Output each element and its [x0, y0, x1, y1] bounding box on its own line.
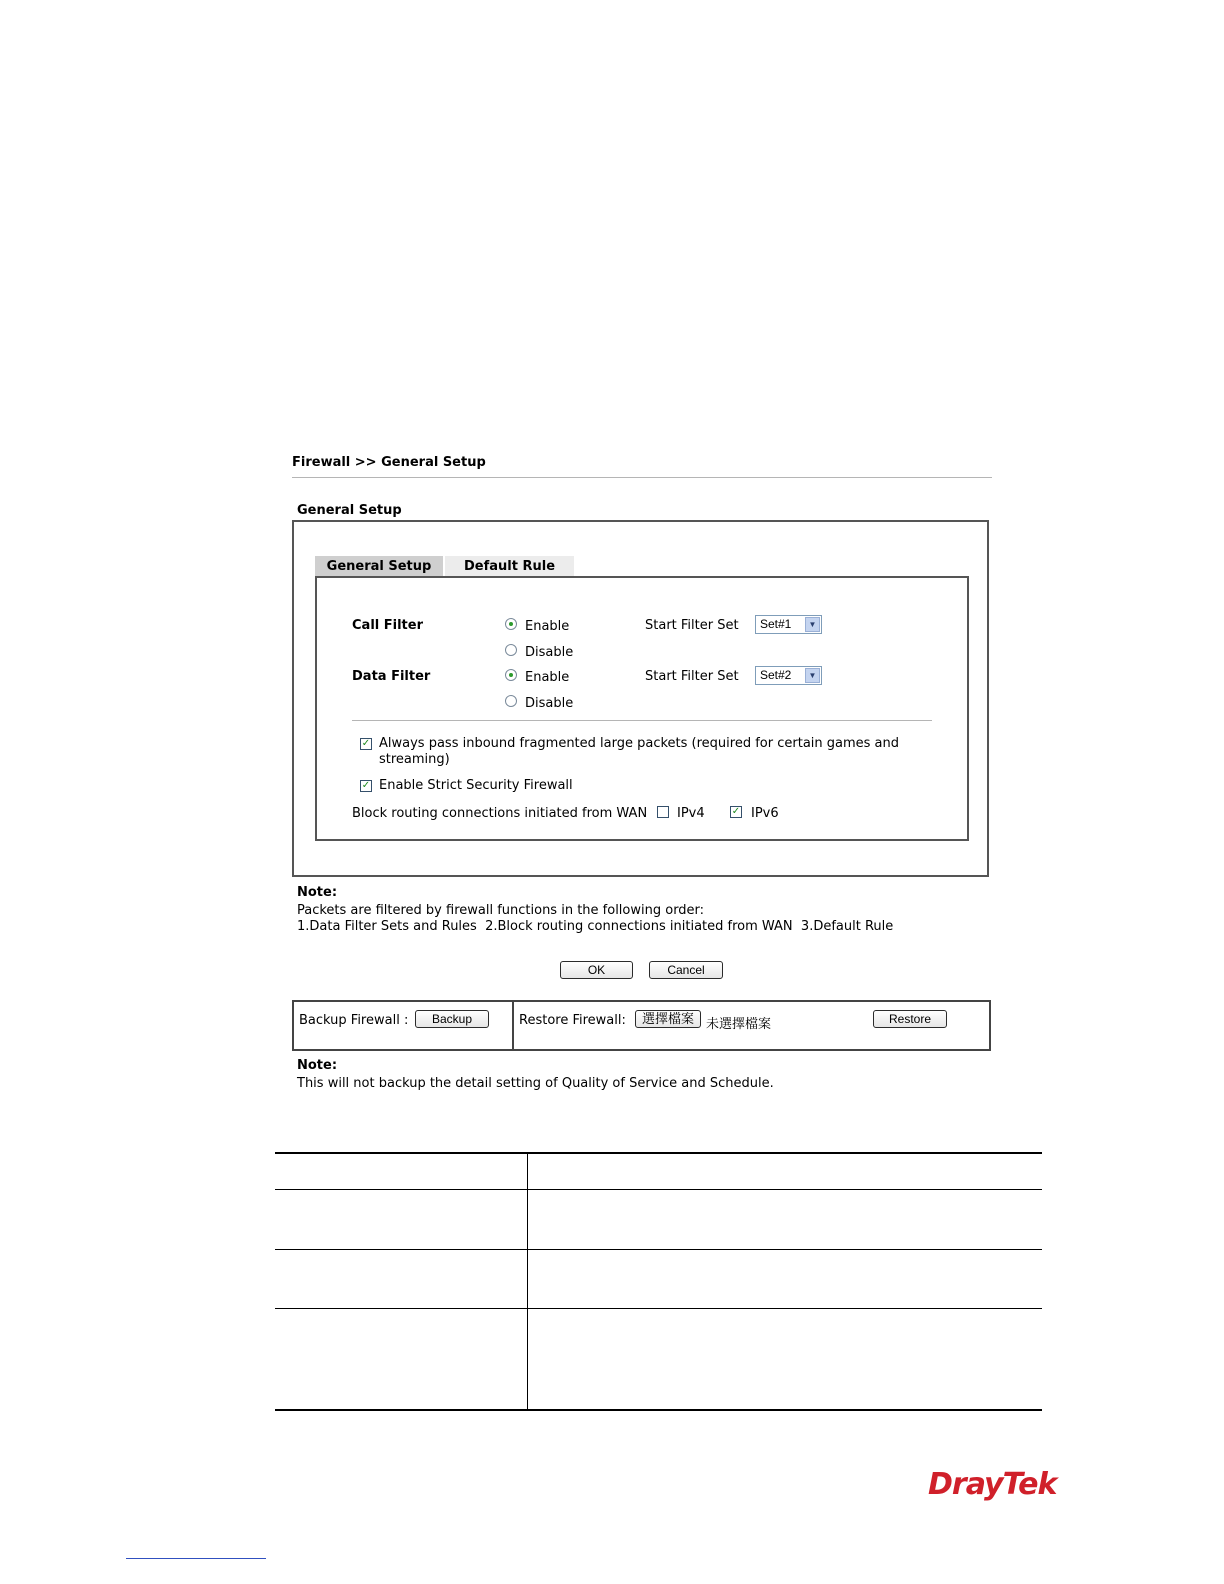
restore-button[interactable]: Restore — [873, 1010, 947, 1028]
data-filter-enable-radio[interactable] — [505, 669, 517, 681]
note-title: Note: — [297, 885, 338, 900]
call-filter-set-value: Set#1 — [760, 617, 792, 631]
table-column-divider — [527, 1152, 528, 1410]
backup-button[interactable]: Backup — [415, 1010, 489, 1028]
table-row-border — [275, 1249, 1042, 1250]
data-filter-set-select[interactable] — [755, 666, 822, 685]
draytek-logo: DrayTek — [928, 1467, 1057, 1502]
breadcrumb: Firewall >> General Setup — [292, 455, 486, 470]
fragment-label-line1: Always pass inbound fragmented large packets (required for certain games and — [379, 736, 900, 751]
tab-content-panel — [315, 576, 969, 841]
cancel-button[interactable]: Cancel — [649, 961, 723, 979]
data-filter-disable-radio[interactable] — [505, 695, 517, 707]
ipv6-checkbox[interactable]: ✓ — [731, 806, 741, 817]
call-filter-disable-radio[interactable] — [505, 644, 517, 656]
restore-firewall-label: Restore Firewall: — [519, 1013, 626, 1028]
note-line: This will not backup the detail setting of Quality of Service and Schedule. — [297, 1076, 774, 1091]
strict-firewall-label: Enable Strict Security Firewall — [379, 778, 573, 793]
backup-firewall-label: Backup Firewall : — [299, 1013, 409, 1028]
data-filter-enable-label: Enable — [525, 670, 570, 685]
table-row-border — [275, 1189, 1042, 1190]
data-filter-set-value: Set#2 — [760, 668, 792, 682]
data-filter-label: Data Filter — [352, 669, 431, 684]
note-title: Note: — [297, 1058, 338, 1073]
table-bottom-border — [275, 1409, 1042, 1411]
chevron-down-icon: ▼ — [805, 617, 820, 632]
backup-restore-divider — [512, 1000, 514, 1051]
tab-default-rule[interactable]: Default Rule — [445, 556, 574, 577]
call-filter-enable-label: Enable — [525, 619, 570, 634]
options-divider — [352, 720, 932, 721]
table-top-border — [275, 1152, 1042, 1154]
ok-button[interactable]: OK — [560, 961, 633, 979]
fragment-checkbox[interactable]: ✓ — [361, 738, 371, 749]
table-row-border — [275, 1308, 1042, 1309]
ipv4-checkbox[interactable] — [657, 806, 669, 818]
chevron-down-icon: ▼ — [805, 668, 820, 683]
ipv6-label: IPv6 — [751, 806, 779, 821]
note-line: Packets are filtered by firewall functions in the following order: — [297, 903, 705, 918]
tab-general-setup[interactable]: General Setup — [315, 556, 443, 577]
call-filter-set-select[interactable] — [755, 615, 822, 634]
block-routing-label: Block routing connections initiated from WAN — [352, 806, 648, 821]
call-filter-disable-label: Disable — [525, 645, 574, 660]
call-filter-label: Call Filter — [352, 618, 423, 633]
fragment-label-line2: streaming) — [379, 752, 450, 767]
call-filter-start-set-label: Start Filter Set — [645, 618, 739, 633]
data-filter-start-set-label: Start Filter Set — [645, 669, 739, 684]
section-title: General Setup — [297, 503, 402, 518]
note-line: 1.Data Filter Sets and Rules 2.Block routing connections initiated from WAN 3.Default Rule — [297, 919, 894, 934]
footer-link-underline — [126, 1558, 266, 1559]
data-filter-disable-label: Disable — [525, 696, 574, 711]
call-filter-enable-radio[interactable] — [505, 618, 517, 630]
no-file-chosen-text: 未選擇檔案 — [706, 1017, 772, 1032]
strict-firewall-checkbox[interactable]: ✓ — [361, 780, 371, 791]
choose-file-button[interactable]: 選擇檔案 — [635, 1010, 701, 1028]
header-divider — [292, 477, 992, 478]
ipv4-label: IPv4 — [677, 806, 705, 821]
